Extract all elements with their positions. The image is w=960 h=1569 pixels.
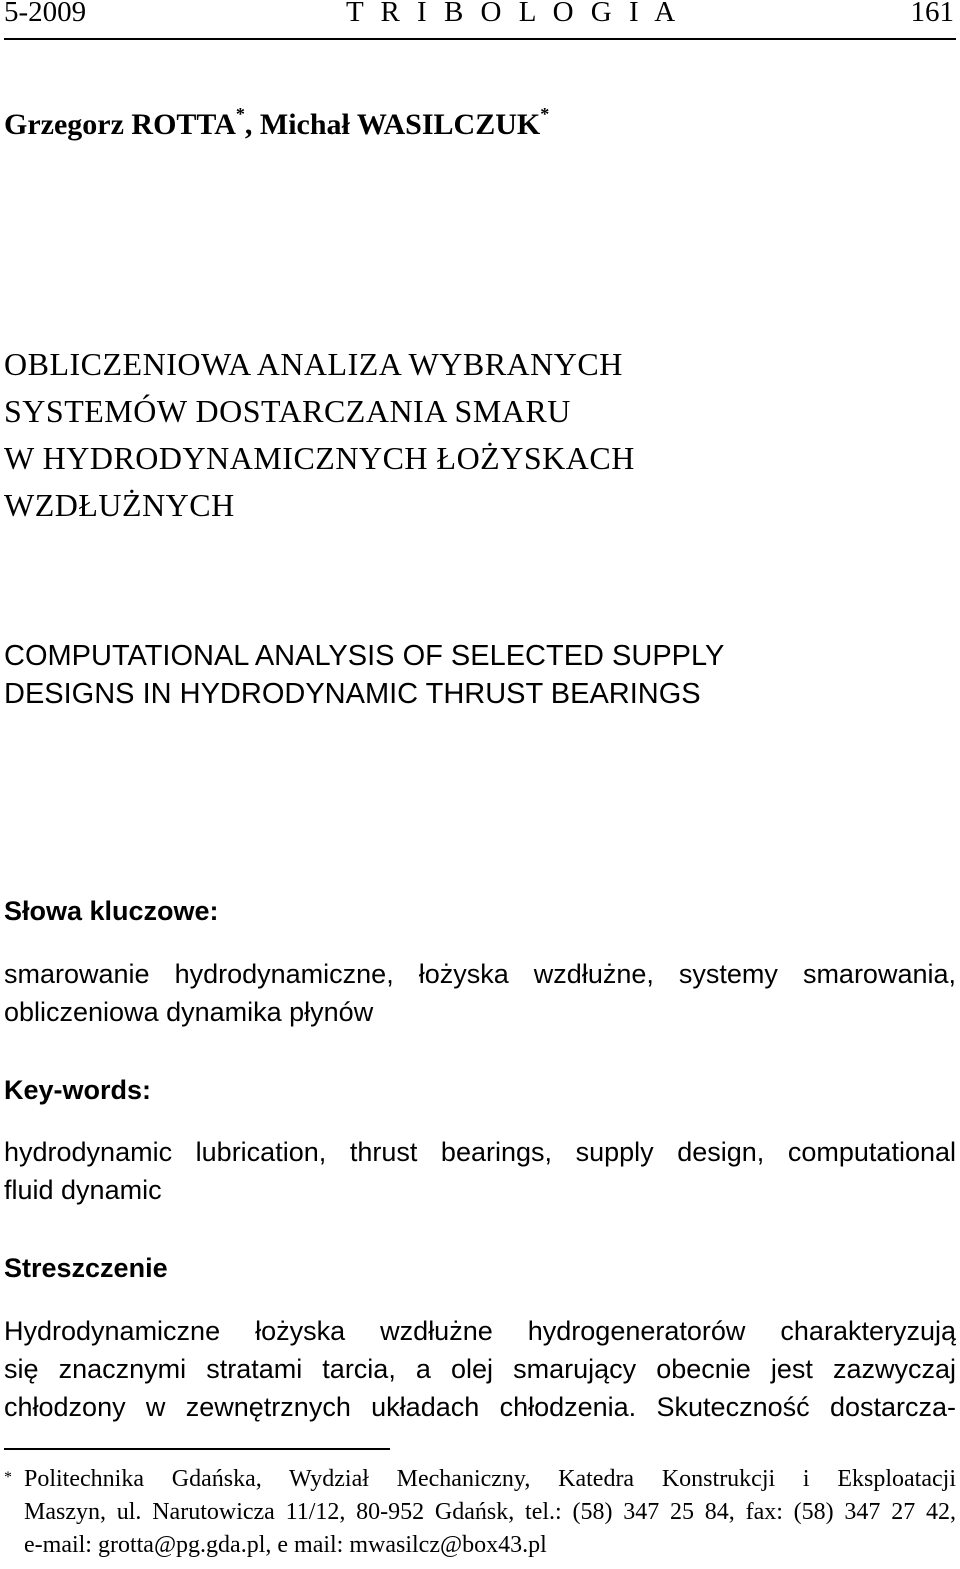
title-polish (4, 341, 954, 529)
affiliation-marker-1: * (235, 104, 245, 124)
authors (4, 104, 550, 142)
title-polish-line: W HYDRODYNAMICZNYCH ŁOŻYSKACH (4, 440, 635, 476)
footnote-line-text: Politechnika Gdańska, Wydział Mechaniczny, Katedra Konstrukcji i Eksploatacji (24, 1466, 956, 1492)
journal-name: T R I B O L O G I A (346, 0, 681, 28)
abstract-heading: Streszczenie (4, 1253, 168, 1283)
abstract-line: Hydrodynamiczne łożyska wzdłużne hydrogeneratorów charakteryzują (4, 1316, 956, 1346)
title-english-line: DESIGNS IN HYDRODYNAMIC THRUST BEARINGS (4, 678, 701, 710)
footnote-line: e-mail: grotta@pg.gda.pl, e mail: mwasilcz@box43.pl (24, 1532, 547, 1558)
footnote-line: Maszyn, ul. Narutowicza 11/12, 80-952 Gdańsk, tel.: (58) 347 25 84, fax: (58) 347 27 42, (24, 1499, 956, 1525)
header-rule (4, 38, 956, 40)
title-polish-line: SYSTEMÓW DOSTARCZANIA SMARU (4, 393, 571, 429)
title-english-line: COMPUTATIONAL ANALYSIS OF SELECTED SUPPLY (4, 640, 725, 672)
title-polish-line: OBLICZENIOWA ANALIZA WYBRANYCH (4, 346, 623, 382)
affiliation-marker-2: * (540, 104, 550, 124)
keywords-polish-line: smarowanie hydrodynamiczne, łożyska wzdłużne, systemy smarowania, (4, 959, 956, 989)
keywords-english (4, 1133, 956, 1209)
footnote-rule (4, 1448, 390, 1450)
keywords-polish (4, 955, 956, 1031)
affiliation-footnote (4, 1463, 956, 1562)
abstract-line: się znacznymi stratami tarcia, a olej smarujący obecnie jest zazwyczaj (4, 1354, 956, 1384)
footnote-line (4, 1463, 956, 1496)
keywords-polish-heading: Słowa kluczowe: (4, 896, 219, 926)
issue-number: 5-2009 (4, 0, 87, 28)
keywords-english-line: fluid dynamic (4, 1175, 162, 1205)
keywords-english-heading: Key-words: (4, 1075, 152, 1105)
author-1: Grzegorz ROTTA (4, 108, 236, 141)
page-number: 161 (910, 0, 954, 28)
keywords-polish-line: obliczeniowa dynamika płynów (4, 997, 374, 1027)
footnote-marker: * (4, 1469, 12, 1486)
title-polish-line: WZDŁUŻNYCH (4, 487, 235, 523)
author-2: Michał WASILCZUK (259, 108, 541, 141)
author-separator: , (244, 108, 260, 141)
abstract-text (4, 1312, 956, 1426)
keywords-english-line: hydrodynamic lubrication, thrust bearings, supply design, computational (4, 1137, 956, 1167)
title-english (4, 637, 954, 713)
abstract-line: chłodzony w zewnętrznych układach chłodzenia. Skuteczność dostarcza- (4, 1392, 956, 1422)
